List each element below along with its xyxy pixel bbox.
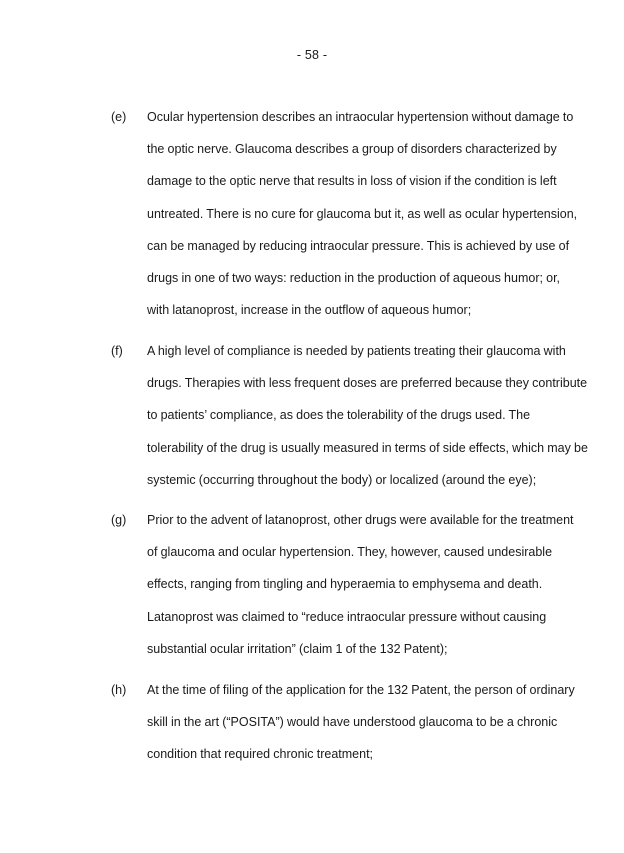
text-line: Latanoprost was claimed to “reduce intraocular pressure without causing <box>147 609 547 624</box>
text-line: systemic (occurring throughout the body) or localized (around the eye); <box>147 472 537 487</box>
text-line: skill in the art (“POSITA”) would have understood glaucoma to be a chronic <box>147 715 558 730</box>
paragraph-body <box>147 335 588 496</box>
text-line: untreated. There is no cure for glaucoma but it, as well as ocular hypertension, <box>147 206 578 221</box>
paragraph-label: (e) <box>111 110 127 124</box>
page-number: - 58 - <box>296 48 328 62</box>
text-line: to patients’ compliance, as does the tolerability of the drugs used. The <box>147 408 531 423</box>
text-line: drugs. Therapies with less frequent doses are preferred because they contribute <box>147 376 588 391</box>
text-line: Ocular hypertension describes an intraocular hypertension without damage to <box>147 110 574 124</box>
text-line: damage to the optic nerve that results in loss of vision if the condition is left <box>147 174 557 189</box>
text-line: At the time of filing of the application for the 132 Patent, the person of ordinary <box>147 683 575 697</box>
text-line: A high level of compliance is needed by patients treating their glaucoma with <box>147 344 566 358</box>
paragraph-label: (h) <box>111 683 127 697</box>
text-line: tolerability of the drug is usually measured in terms of side effects, which may be <box>147 440 588 455</box>
text-line: the optic nerve. Glaucoma describes a group of disorders characterized by <box>147 142 557 157</box>
text-line: can be managed by reducing intraocular pressure. This is achieved by use of <box>147 238 570 253</box>
paragraph-body <box>147 101 578 326</box>
paragraph-body <box>147 674 575 771</box>
text-line: with latanoprost, increase in the outflow of aqueous humor; <box>147 303 472 318</box>
text-line: of glaucoma and ocular hypertension. They, however, caused undesirable <box>147 545 553 560</box>
text-line: substantial ocular irritation” (claim 1 of the 132 Patent); <box>147 641 448 656</box>
text-line: drugs in one of two ways: reduction in the production of aqueous humor; or, <box>147 271 561 286</box>
paragraph-label: (g) <box>111 513 127 527</box>
paragraph-label: (f) <box>111 344 123 358</box>
text-line: Prior to the advent of latanoprost, other drugs were available for the treatment <box>147 513 574 527</box>
paragraph-body <box>147 504 574 665</box>
text-line: condition that required chronic treatment; <box>147 747 374 762</box>
text-line: effects, ranging from tingling and hyperaemia to emphysema and death. <box>147 577 543 592</box>
